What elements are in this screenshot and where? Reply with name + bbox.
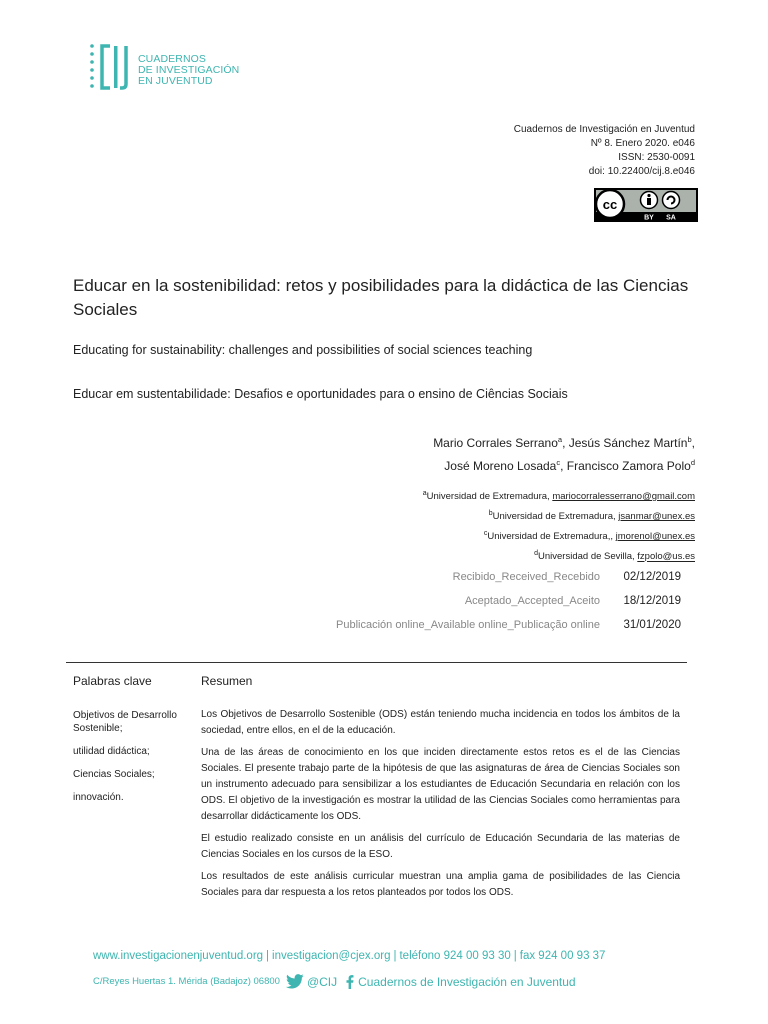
date-received: [360, 571, 695, 595]
section-divider: [66, 662, 687, 663]
footer-website-link[interactable]: www.investigacionenjuventud.org: [93, 950, 264, 962]
logo-line2: DE INVESTIGACIÓN: [138, 64, 240, 76]
keywords-heading: Palabras clave: [73, 674, 152, 688]
journal-doi[interactable]: doi: 10.22400/cij.8.e046: [588, 166, 695, 177]
keyword-list: [73, 709, 183, 814]
date-accepted: [360, 595, 695, 619]
date-label: Recibido_Received_Recebido: [452, 571, 600, 583]
facebook-icon[interactable]: [346, 975, 354, 989]
affiliation-item: $^d$Universidad de Sevilla, fzpolo@us.es: [534, 550, 695, 563]
author-email-link[interactable]: fzpolo@us.es: [637, 551, 695, 563]
logo-line1: CUADERNOS: [138, 53, 206, 65]
svg-text:cc: cc: [602, 197, 618, 212]
affiliation-item: $^c$Universidad de Extremadura,, jmorenol@unex.es: [483, 530, 695, 543]
footer-facebook-page[interactable]: Cuadernos de Investigación en Juventud: [358, 974, 576, 989]
article-title: Educar en la sostenibilidad: retos y posibilidades para la didáctica de las Ciencias Sociales: [73, 276, 689, 319]
author-name: Jesús Sánchez Martín: [568, 436, 688, 450]
author-email-link[interactable]: mariocorralesserrano@gmail.com: [552, 491, 695, 503]
footer-contact-line: www.investigacionenjuventud.org | investigacion@cjex.org | teléfono 924 00 93 30 | fax 924 00 93 37: [93, 950, 606, 962]
abstract-heading: Resumen: [201, 674, 253, 688]
journal-meta: [514, 123, 695, 179]
abstract-paragraph: Una de las áreas de conocimiento en los que inciden directamente estos retos es el de las Ciencias Sociales. El presente trabajo parte de la hipótesis de que las asignaturas de área de Ciencias Sociales son un instrumento adecuado para sensibilizar a los estudiantes de Educación Secundaria en relación con los ODS. El objetivo de la investigación es mostrar la utilidad de las Ciencias Sociales como herramientas para desarrollar didácticamente los ODS.: [201, 747, 680, 822]
journal-logo: [88, 40, 240, 94]
author-line-1: Mario Corrales Serrano$^a$, Jesús Sánchez Martín$^b$,: [433, 435, 695, 450]
journal-issue: Nº 8. Enero 2020. e046: [590, 138, 695, 149]
date-value: 18/12/2019: [623, 595, 681, 607]
article-title-english: Educating for sustainability: challenges and possibilities of social sciences teaching: [73, 343, 533, 357]
affiliation-list: [423, 485, 695, 566]
cij-logo-icon: [88, 40, 138, 94]
cc-by-label: BY: [644, 214, 654, 222]
footer-fax: fax 924 00 93 37: [519, 950, 606, 962]
journal-issn: ISSN: 2530-0091: [618, 152, 695, 163]
author-affiliation-mark: b: [687, 435, 692, 444]
author-email-link[interactable]: jmorenol@unex.es: [615, 531, 695, 543]
date-value: 31/01/2020: [623, 619, 681, 631]
keyword-item: Objetivos de Desarrollo Sostenible;: [73, 710, 177, 734]
author-email-link[interactable]: jsanmar@unex.es: [618, 511, 695, 523]
article-title-portuguese: Educar em sustentabilidade: Desafios e oportunidades para o ensino de Ciências Sociais: [73, 387, 568, 401]
affiliation-item: $^a$Universidad de Extremadura, mariocorralesserrano@gmail.com: [422, 490, 695, 503]
abstract-paragraph: Los resultados de este análisis curricular muestran una amplia gama de posibilidades de las Ciencia Sociales para dar respuesta a los retos planteados por todos los ODS.: [201, 871, 680, 898]
author-name: José Moreno Losada: [444, 459, 557, 473]
abstract-paragraph: Los Objetivos de Desarrollo Sostenible (ODS) están teniendo mucha incidencia en todos los ámbitos de la sociedad, entre ellos, en el de la educación.: [201, 709, 680, 736]
abstract-paragraph: El estudio realizado consiste en un análisis del currículo de Educación Secundaria de las materias de Ciencias Sociales en los cursos de la ESO.: [201, 833, 680, 860]
logo-line3: EN JUVENTUD: [138, 75, 213, 87]
twitter-icon[interactable]: [286, 974, 304, 989]
date-label: Aceptado_Accepted_Aceito: [464, 595, 600, 607]
author-affiliation-mark: a: [557, 435, 563, 444]
publication-dates: [336, 571, 695, 643]
author-affiliation-mark: c: [556, 458, 561, 467]
keyword-item: Ciencias Sociales;: [73, 769, 155, 780]
journal-name: Cuadernos de Investigación en Juventud: [513, 124, 695, 135]
keyword-item: utilidad didáctica;: [73, 746, 150, 757]
footer-phone: teléfono 924 00 93 30: [399, 950, 511, 962]
affiliation-item: $^b$Universidad de Extremadura, jsanmar@unex.es: [488, 510, 695, 523]
author-line-2: José Moreno Losada$^c$, Francisco Zamora Polo$^d$: [444, 458, 695, 473]
date-label: Publicación online_Available online_Publicação online: [336, 619, 600, 631]
footer-address: C/Reyes Huertas 1. Mérida (Badajoz) 06800: [93, 976, 280, 987]
author-list: [433, 430, 695, 476]
author-name: Francisco Zamora Polo: [566, 459, 691, 473]
author-name: Mario Corrales Serrano: [433, 436, 558, 450]
footer-twitter-handle[interactable]: @CIJ: [306, 974, 338, 989]
abstract-body: [201, 707, 680, 907]
cc-sa-label: SA: [666, 214, 676, 222]
footer-email-link[interactable]: investigacion@cjex.org: [272, 950, 391, 962]
footer-social-line: [93, 974, 576, 989]
date-published: [336, 619, 695, 643]
cc-by-sa-license-icon[interactable]: [594, 188, 698, 222]
date-value: 02/12/2019: [623, 571, 681, 583]
author-affiliation-mark: d: [690, 458, 695, 467]
keyword-item: innovación.: [73, 792, 124, 803]
